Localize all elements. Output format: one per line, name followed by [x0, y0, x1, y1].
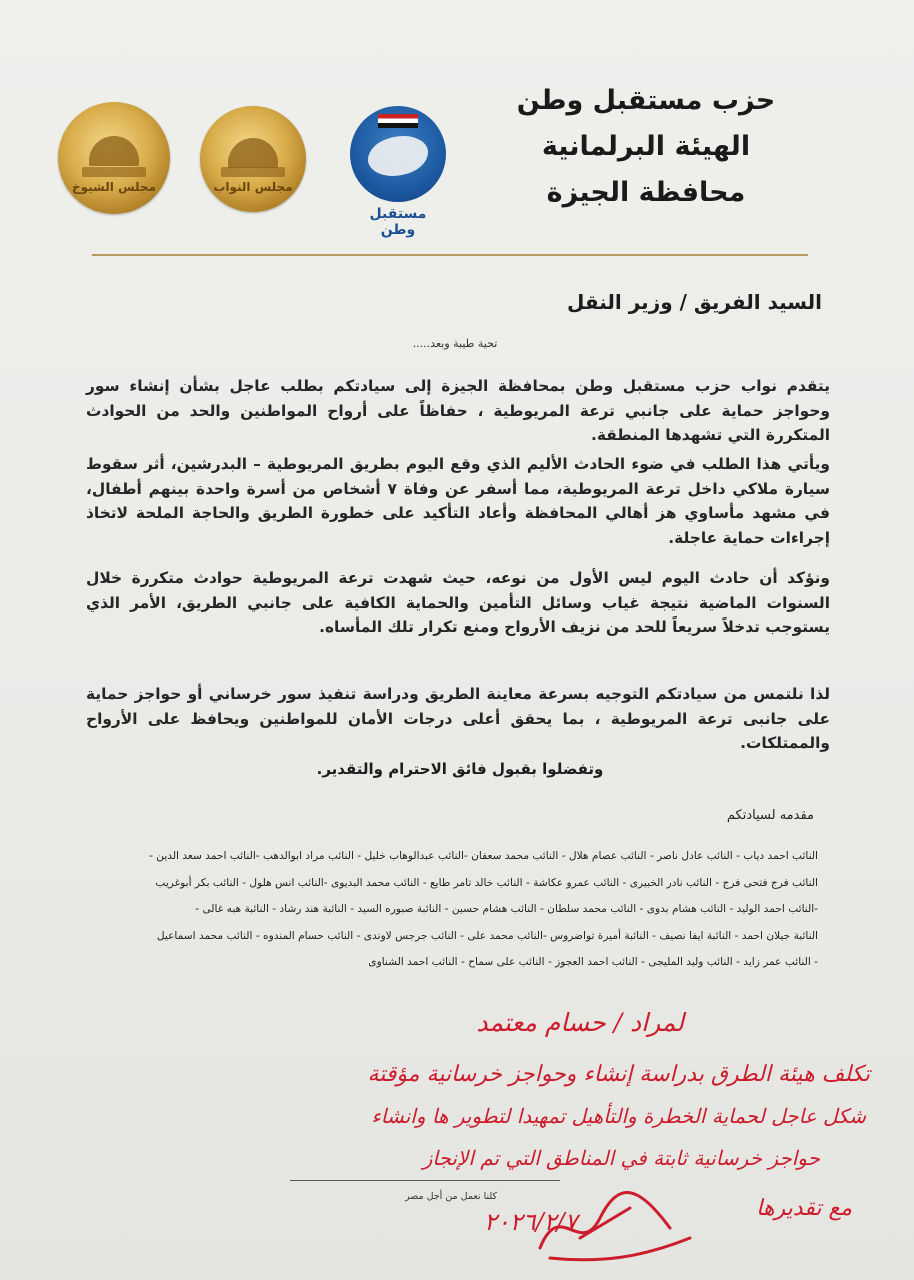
signature-icon	[520, 1178, 700, 1268]
party-logo	[350, 106, 446, 202]
closing-line: وتفضلوا بقبول فائق الاحترام والتقدير.	[316, 760, 604, 778]
signatories-row: النائب فرج فتحى فرج - النائب نادر الخبيرى - النائب عمرو عكاشة - النائب خالد تامر طايع - النائب محمد البديوى -النائب انس هلول - النائب بكر أبوغريب	[155, 876, 818, 889]
greeting: تحية طيبة وبعد.....	[412, 337, 498, 350]
handwritten-line: تكلف هيئة الطرق بدراسة إنشاء وحواجز خرسانية مؤقتة	[367, 1062, 870, 1087]
submitted-by: مقدمه لسيادتكم	[726, 808, 814, 823]
handwritten-line: مع تقديرها	[756, 1196, 852, 1221]
party-logo-caption: مستقبل وطن	[369, 206, 427, 238]
handwritten-line: حواجز خرسانية ثابتة في المناطق التي تم الإنجاز	[422, 1146, 820, 1170]
signatories-row: - النائب عمر زايد - النائب وليد المليجى - النائب احمد العجوز - النائب على سماح - النائب احمد الشناوى	[368, 956, 818, 968]
house-logo	[200, 106, 306, 212]
paragraph-incident: ويأتي هذا الطلب في ضوء الحادث الأليم الذي وقع اليوم بطريق المريوطية – البدرشين، أثر سقوط سيارة ملاكي داخل ترعة المريوطية، مما أسفر عن وفاة ٧ أشخاص من أسرة واحدة بينهم أطفال، في مشهد مأساوي هز أهالي المحافظة وأعاد التأكيد على خطورة الطريق والحاجة الملحة لاتخاذ إجراءات حماية عاجلة.	[86, 455, 830, 547]
party-name: حزب مستقبل وطن	[516, 85, 776, 116]
signatories-row: النائبة جيلان احمد - النائبة ايفا نصيف - النائبة أميرة تواضروس -النائب محمد على - النائب جرجس لاوندى - النائب حسام المندوه - النائب محمد اسماعيل	[156, 929, 818, 942]
eagle-icon	[368, 136, 428, 176]
signatories-list	[92, 843, 818, 976]
senate-logo	[58, 102, 170, 214]
paragraph-plea: لذا نلتمس من سيادتكم التوجيه بسرعة معاينة الطريق ودراسة تنفيذ سور خرساني أو حواجز حماية على جانبى ترعة المريوطية ، بما يحقق أعلى درجات الأمان للمواطنين ويحافظ على الأرواح والممتلكات.	[86, 685, 830, 752]
letterhead	[496, 78, 796, 216]
header-divider	[92, 254, 808, 256]
paragraph-request: يتقدم نواب حزب مستقبل وطن بمحافظة الجيزة إلى سيادتكم بطلب عاجل بشأن إنشاء سور وحواجز حماية على جانبي ترعة المريوطية ، حفاظاً على أرواح المواطنين والحد من الحوادث المتكررة التي تشهدها المنطقة.	[86, 377, 830, 444]
paragraph-history: ونؤكد أن حادث اليوم ليس الأول من نوعه، حيث شهدت ترعة المريوطية حوادث متكررة خلال السنوات الماضية نتيجة غياب وسائل التأمين والحماية الكافية على جانبي الطريق، الأمر الذي يستوجب تدخلاً سريعاً للحد من نزيف الأرواح ومنع تكرار تلك المأساه.	[86, 569, 830, 636]
footer-slogan: كلنا نعمل من أجل مصر	[405, 1191, 498, 1202]
handwritten-recipient: لمراد / حسام معتمد	[476, 1008, 684, 1037]
house-logo-caption: مجلس النواب	[213, 180, 293, 195]
addressee: السيد الفريق / وزير النقل	[567, 290, 822, 314]
signatories-row: النائب احمد دياب - النائب عادل ناصر - النائب عصام هلال - النائب محمد سعفان -النائب عبدالوهاب خليل - النائب مراد ابوالدهب -النائب احمد سعد الدين -	[149, 850, 818, 862]
handwritten-line: شكل عاجل لحماية الخطرة والتأهيل تمهيدا لتطوير ها وانشاء	[371, 1104, 866, 1128]
signatories-row: -النائب احمد الوليد - النائب هشام بدوى - النائب محمد سلطان - النائب هشام حسين - النائبة صبوره السيد - النائبة هند رشاد - النائبة هبه غالى -	[195, 903, 818, 915]
governorate-name: محافظة الجيزة	[546, 177, 746, 208]
senate-logo-caption: مجلس الشيوخ	[71, 180, 157, 195]
handwritten-date: ٢٠٢٦/٢/٧	[484, 1208, 578, 1236]
parliamentary-body: الهيئة البرلمانية	[541, 131, 751, 162]
